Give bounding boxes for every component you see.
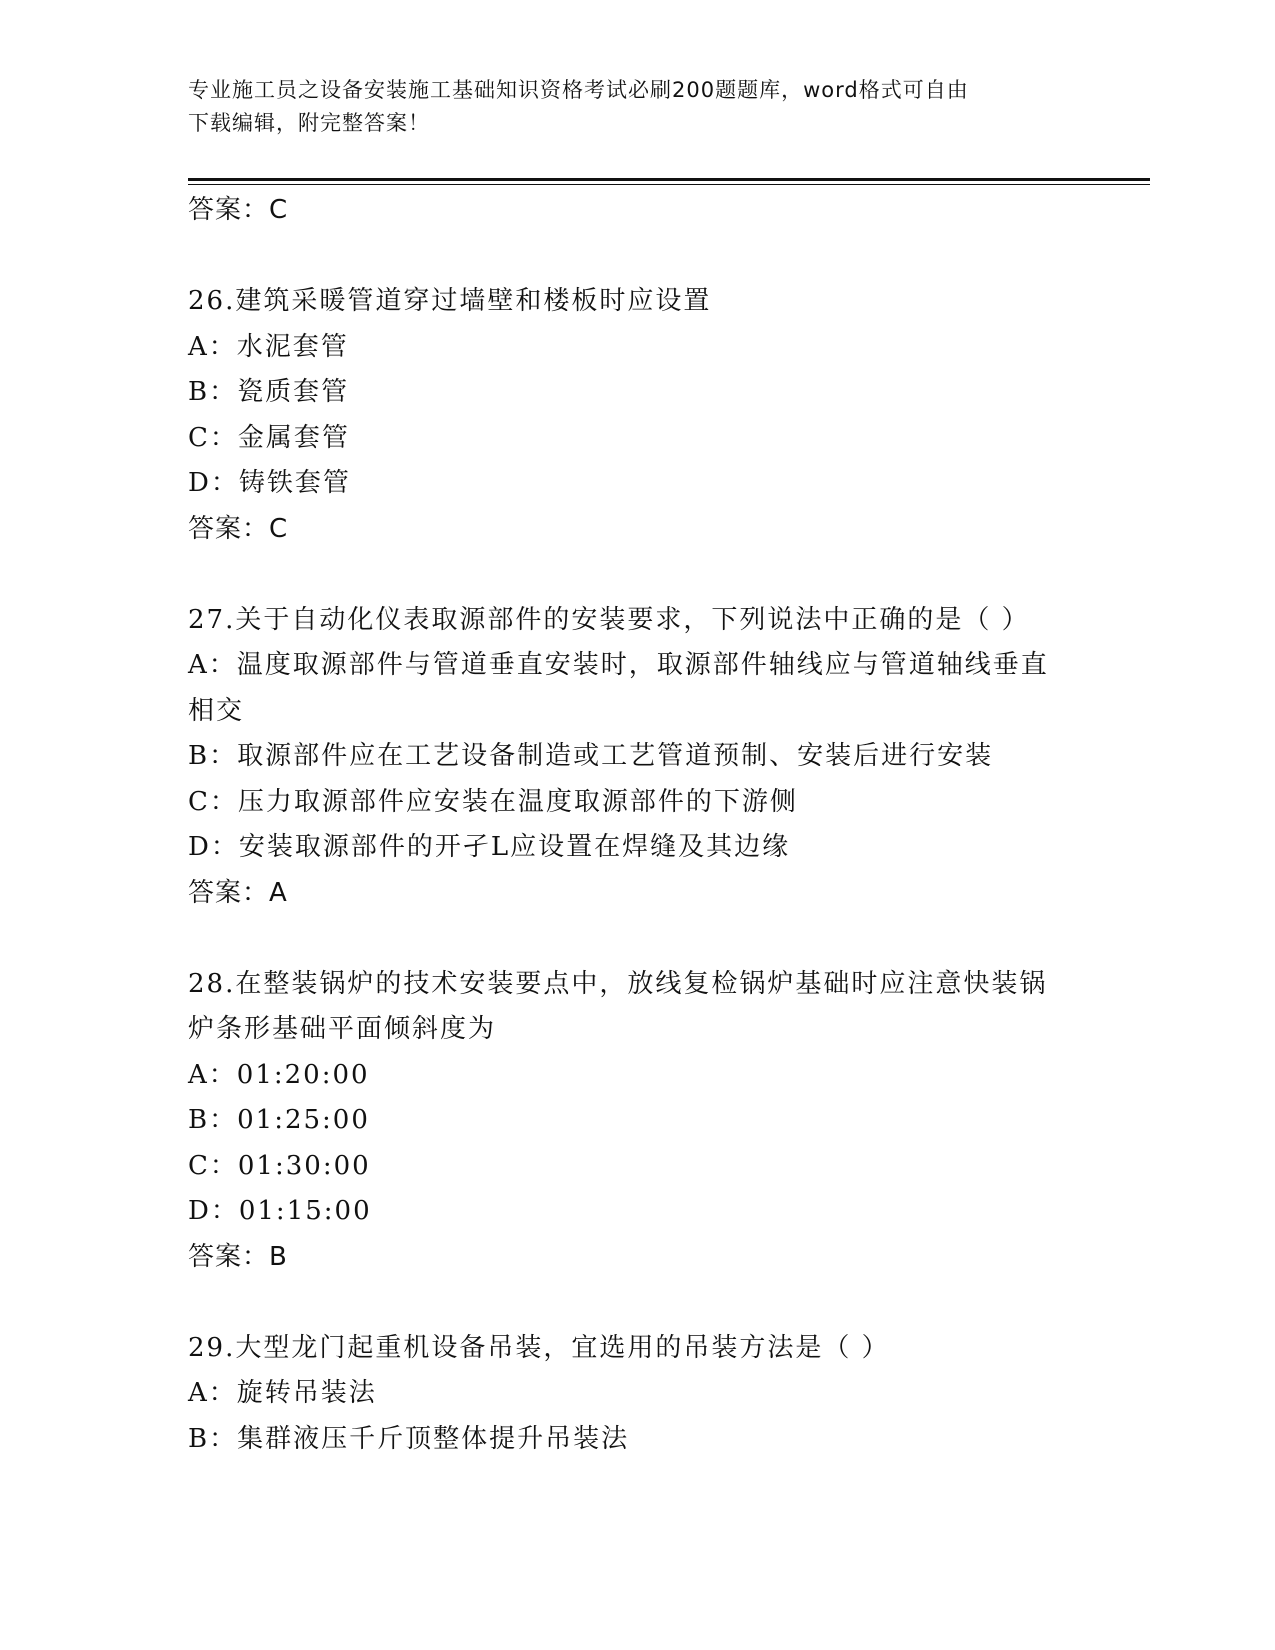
option-b: B：取源部件应在工艺设备制造或工艺管道预制、安装后进行安装 — [188, 741, 994, 771]
question-stem: 26.建筑采暖管道穿过墙壁和楼板时应设置 — [188, 286, 712, 316]
spacer — [188, 234, 1088, 280]
document-header — [188, 74, 1068, 140]
option-d: D：01:15:00 — [188, 1196, 372, 1226]
question-29 — [188, 1326, 1088, 1463]
question-stem-continued: 炉条形基础平面倾斜度为 — [188, 1014, 497, 1044]
option-a: A：温度取源部件与管道垂直安装时，取源部件轴线应与管道轴线垂直 — [188, 650, 1049, 680]
spacer — [188, 916, 1088, 962]
header-line-2: 下载编辑，附完整答案！ — [188, 111, 430, 135]
option-a-continued: 相交 — [188, 695, 245, 726]
spacer — [188, 1280, 1088, 1326]
option-b: B：集群液压千斤顶整体提升吊装法 — [188, 1423, 630, 1454]
question-stem: 29.大型龙门起重机设备吊装，宜选用的吊装方法是（ ） — [188, 1332, 890, 1363]
answer-line: 答案：B — [188, 1241, 288, 1272]
option-a: A：旋转吊装法 — [188, 1378, 377, 1408]
question-26 — [188, 279, 1088, 552]
answer-line: 答案：C — [188, 195, 289, 225]
option-c: C：压力取源部件应安装在温度取源部件的下游侧 — [188, 786, 798, 817]
question-stem: 27.关于自动化仪表取源部件的安装要求，下列说法中正确的是（ ） — [188, 604, 1030, 635]
header-divider-thin — [188, 184, 1150, 185]
option-a: A：水泥套管 — [188, 331, 349, 362]
question-28 — [188, 962, 1088, 1281]
header-divider — [188, 178, 1150, 181]
question-stem: 28.在整装锅炉的技术安装要点中，放线复检锅炉基础时应注意快装锅 — [188, 968, 1048, 999]
question-27 — [188, 598, 1088, 917]
answer-line: 答案：C — [188, 513, 289, 544]
option-c: C：01:30:00 — [188, 1150, 371, 1181]
option-b: B：01:25:00 — [188, 1105, 370, 1135]
option-c: C：金属套管 — [188, 422, 350, 453]
header-line-1: 专业施工员之设备安装施工基础知识资格考试必刷200题题库，word格式可自由 — [188, 78, 969, 102]
answer-line: 答案：A — [188, 877, 288, 908]
spacer — [188, 552, 1088, 598]
question-list — [188, 188, 1088, 1462]
option-d: D：铸铁套管 — [188, 468, 351, 498]
option-a: A：01:20:00 — [188, 1059, 370, 1090]
option-b: B：瓷质套管 — [188, 377, 350, 407]
option-d: D：安装取源部件的开孑L应设置在焊缝及其边缘 — [188, 832, 791, 862]
